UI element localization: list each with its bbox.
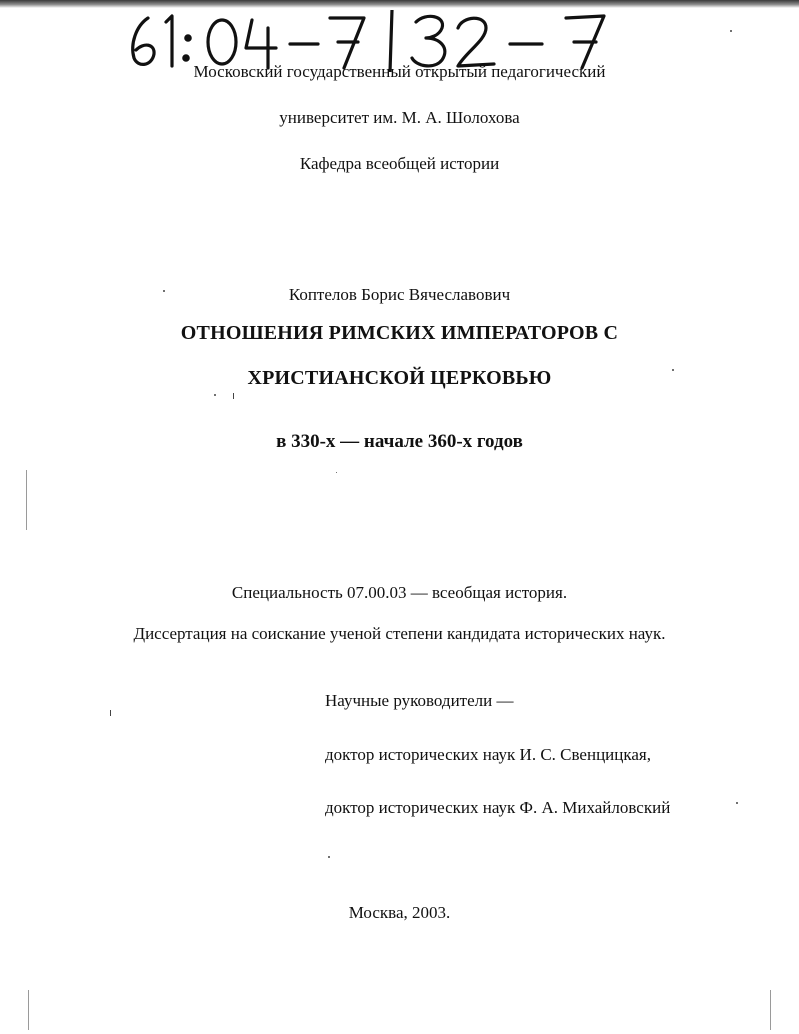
scan-margin-line	[770, 990, 771, 1030]
scan-speck	[163, 290, 165, 292]
specialty: Специальность 07.00.03 — всеобщая история.	[231, 583, 568, 602]
scan-speck	[736, 802, 738, 804]
supervisor-2: доктор исторических наук Ф. А. Михайловский	[325, 798, 671, 817]
thesis-title-line-1: ОТНОШЕНИЯ РИМСКИХ ИМПЕРАТОРОВ С	[180, 322, 619, 344]
scan-speck	[328, 856, 330, 858]
thesis-title-line-2: ХРИСТИАНСКОЙ ЦЕРКОВЬЮ	[247, 367, 552, 389]
degree-statement: Диссертация на соискание ученой степени кандидата исторических наук.	[133, 624, 666, 643]
scan-speck	[233, 393, 234, 399]
author-name: Коптелов Борис Вячеславович	[288, 285, 511, 304]
scan-speck	[672, 369, 674, 371]
supervisor-1: доктор исторических наук И. С. Свенцицкая,	[325, 745, 651, 764]
supervisors-label: Научные руководители —	[325, 691, 514, 710]
institution-line-2: университет им. М. А. Шолохова	[279, 108, 520, 127]
scan-margin-line	[26, 470, 27, 530]
scan-speck	[214, 394, 216, 396]
scan-speck	[336, 472, 337, 473]
scan-speck	[110, 710, 111, 716]
scan-top-edge	[0, 0, 799, 8]
department: Кафедра всеобщей истории	[299, 154, 500, 173]
scan-speck	[730, 30, 732, 32]
thesis-subtitle: в 330-х — начале 360-х годов	[276, 431, 523, 452]
place-and-year: Москва, 2003.	[348, 903, 451, 922]
scan-margin-line	[28, 990, 29, 1030]
institution-line-1: Московский государственный открытый педагогический	[193, 62, 606, 81]
